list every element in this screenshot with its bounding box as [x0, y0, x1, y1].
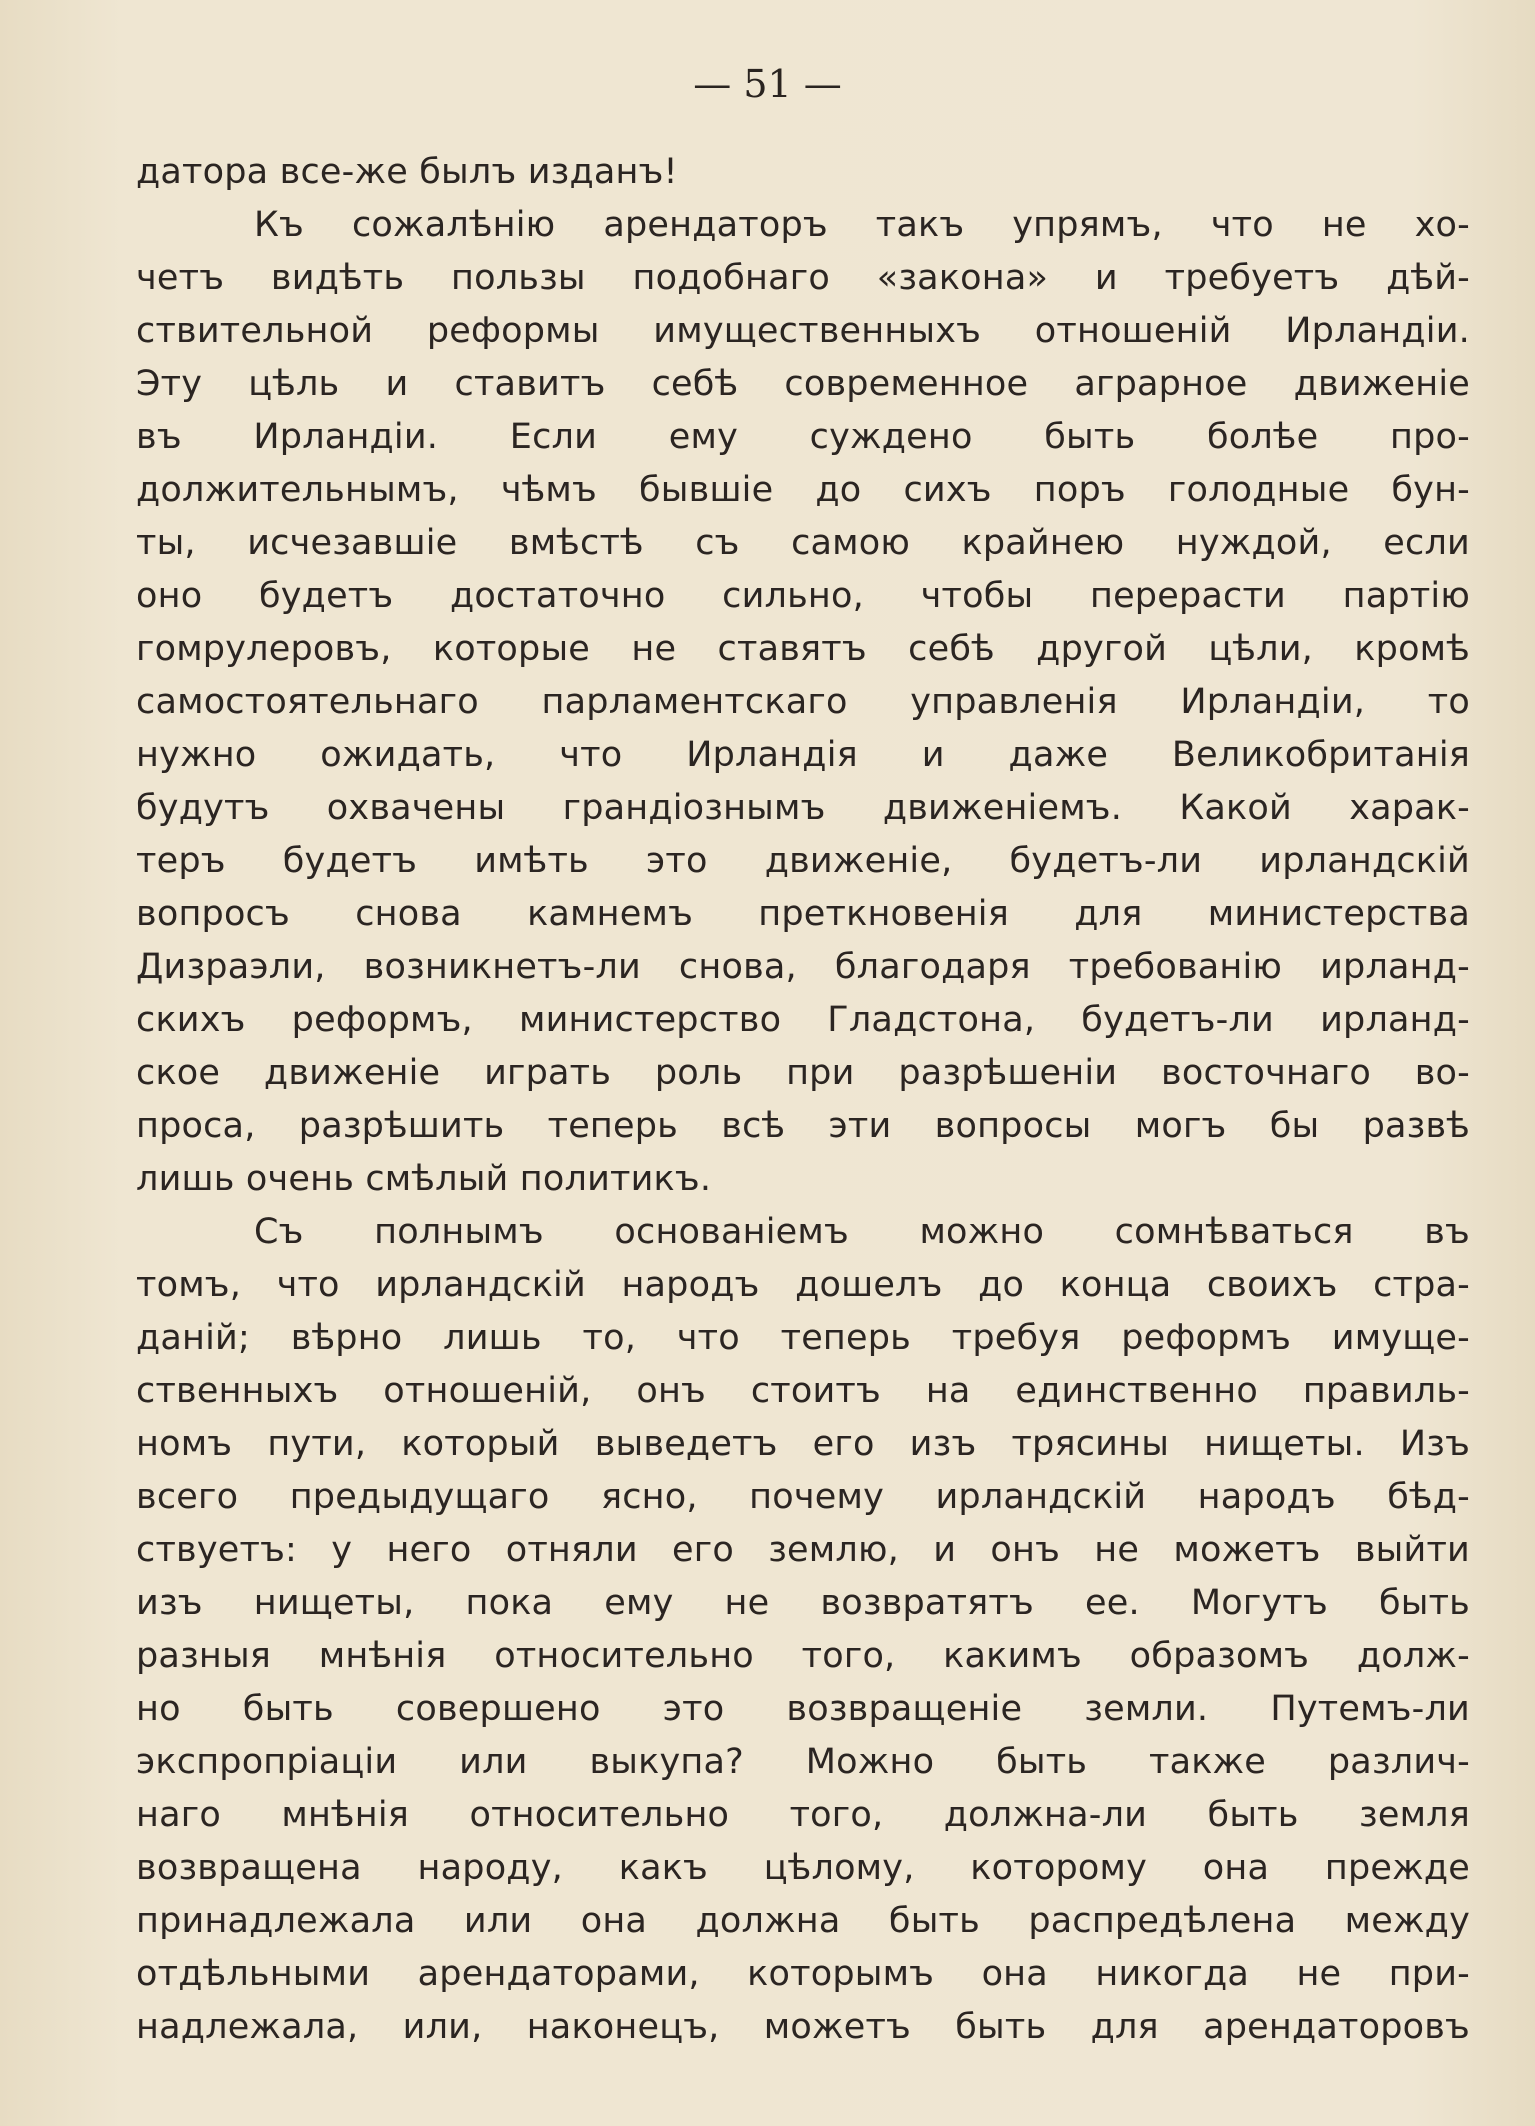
- text-line: теръ будетъ имѣть это движеніе, будетъ-ли ирландскій: [136, 841, 1470, 881]
- text-line: гомрулеровъ, которые не ставятъ себѣ другой цѣли, кромѣ: [136, 629, 1470, 669]
- text-line: надлежала, или, наконецъ, можетъ быть для арендаторовъ: [136, 2007, 1470, 2047]
- text-line: всего предыдущаго ясно, почему ирландскій народъ бѣд-: [136, 1477, 1470, 1517]
- text-line: экспропріаціи или выкупа? Можно быть также различ-: [136, 1742, 1470, 1782]
- text-line: отдѣльными арендаторами, которымъ она никогда не при-: [136, 1954, 1470, 1994]
- text-line: наго мнѣнія относительно того, должна-ли быть земля: [136, 1795, 1470, 1835]
- text-line: четъ видѣть пользы подобнаго «закона» и требуетъ дѣй-: [136, 258, 1470, 298]
- text-line: ское движеніе играть роль при разрѣшеніи восточнаго во-: [136, 1053, 1470, 1093]
- text-line: ты, исчезавшіе вмѣстѣ съ самою крайнею нуждой, если: [136, 523, 1470, 563]
- text-line: принадлежала или она должна быть распредѣлена между: [136, 1901, 1470, 1941]
- text-line: ствуетъ: у него отняли его землю, и онъ не можетъ выйти: [136, 1530, 1470, 1570]
- text-line: ственныхъ отношеній, онъ стоитъ на единственно правиль-: [136, 1371, 1470, 1411]
- text-line: возвращена народу, какъ цѣлому, которому она прежде: [136, 1848, 1470, 1888]
- text-line: нужно ожидать, что Ирландія и даже Великобританія: [136, 735, 1470, 775]
- text-line: вопросъ снова камнемъ преткновенія для министерства: [136, 894, 1470, 934]
- text-line: датора все-же былъ изданъ!: [136, 152, 678, 192]
- text-line: оно будетъ достаточно сильно, чтобы перерасти партію: [136, 576, 1470, 616]
- text-line: но быть совершено это возвращеніе земли. Путемъ-ли: [136, 1689, 1470, 1729]
- text-line: должительнымъ, чѣмъ бывшіе до сихъ поръ голодные бун-: [136, 470, 1470, 510]
- text-line: номъ пути, который выведетъ его изъ трясины нищеты. Изъ: [136, 1424, 1470, 1464]
- body-text: [136, 146, 1470, 2054]
- text-line: изъ нищеты, пока ему не возвратятъ ее. Могутъ быть: [136, 1583, 1470, 1623]
- text-line: проса, разрѣшить теперь всѣ эти вопросы могъ бы развѣ: [136, 1106, 1470, 1146]
- text-line: лишь очень смѣлый политикъ.: [136, 1159, 712, 1199]
- text-line: будутъ охвачены грандіознымъ движеніемъ. Какой харак-: [136, 788, 1470, 828]
- text-line: Дизраэли, возникнетъ-ли снова, благодаря требованію ирланд-: [136, 947, 1470, 987]
- text-line: самостоятельнаго парламентскаго управленія Ирландіи, то: [136, 682, 1470, 722]
- text-line: Къ сожалѣнію арендаторъ такъ упрямъ, что не хо-: [254, 205, 1470, 245]
- text-line: ствительной реформы имущественныхъ отношеній Ирландіи.: [136, 311, 1470, 351]
- text-line: даній; вѣрно лишь то, что теперь требуя реформъ имуще-: [136, 1318, 1470, 1358]
- text-line: томъ, что ирландскій народъ дошелъ до конца своихъ стра-: [136, 1265, 1470, 1305]
- text-line: скихъ реформъ, министерство Гладстона, будетъ-ли ирланд-: [136, 1000, 1470, 1040]
- text-line: Съ полнымъ основаніемъ можно сомнѣваться въ: [254, 1212, 1470, 1252]
- text-line: Эту цѣль и ставитъ себѣ современное аграрное движеніе: [136, 364, 1470, 404]
- text-line: въ Ирландіи. Если ему суждено быть болѣе про-: [136, 417, 1470, 457]
- text-line: разныя мнѣнія относительно того, какимъ образомъ долж-: [136, 1636, 1470, 1676]
- page-number: — 51 —: [693, 62, 842, 106]
